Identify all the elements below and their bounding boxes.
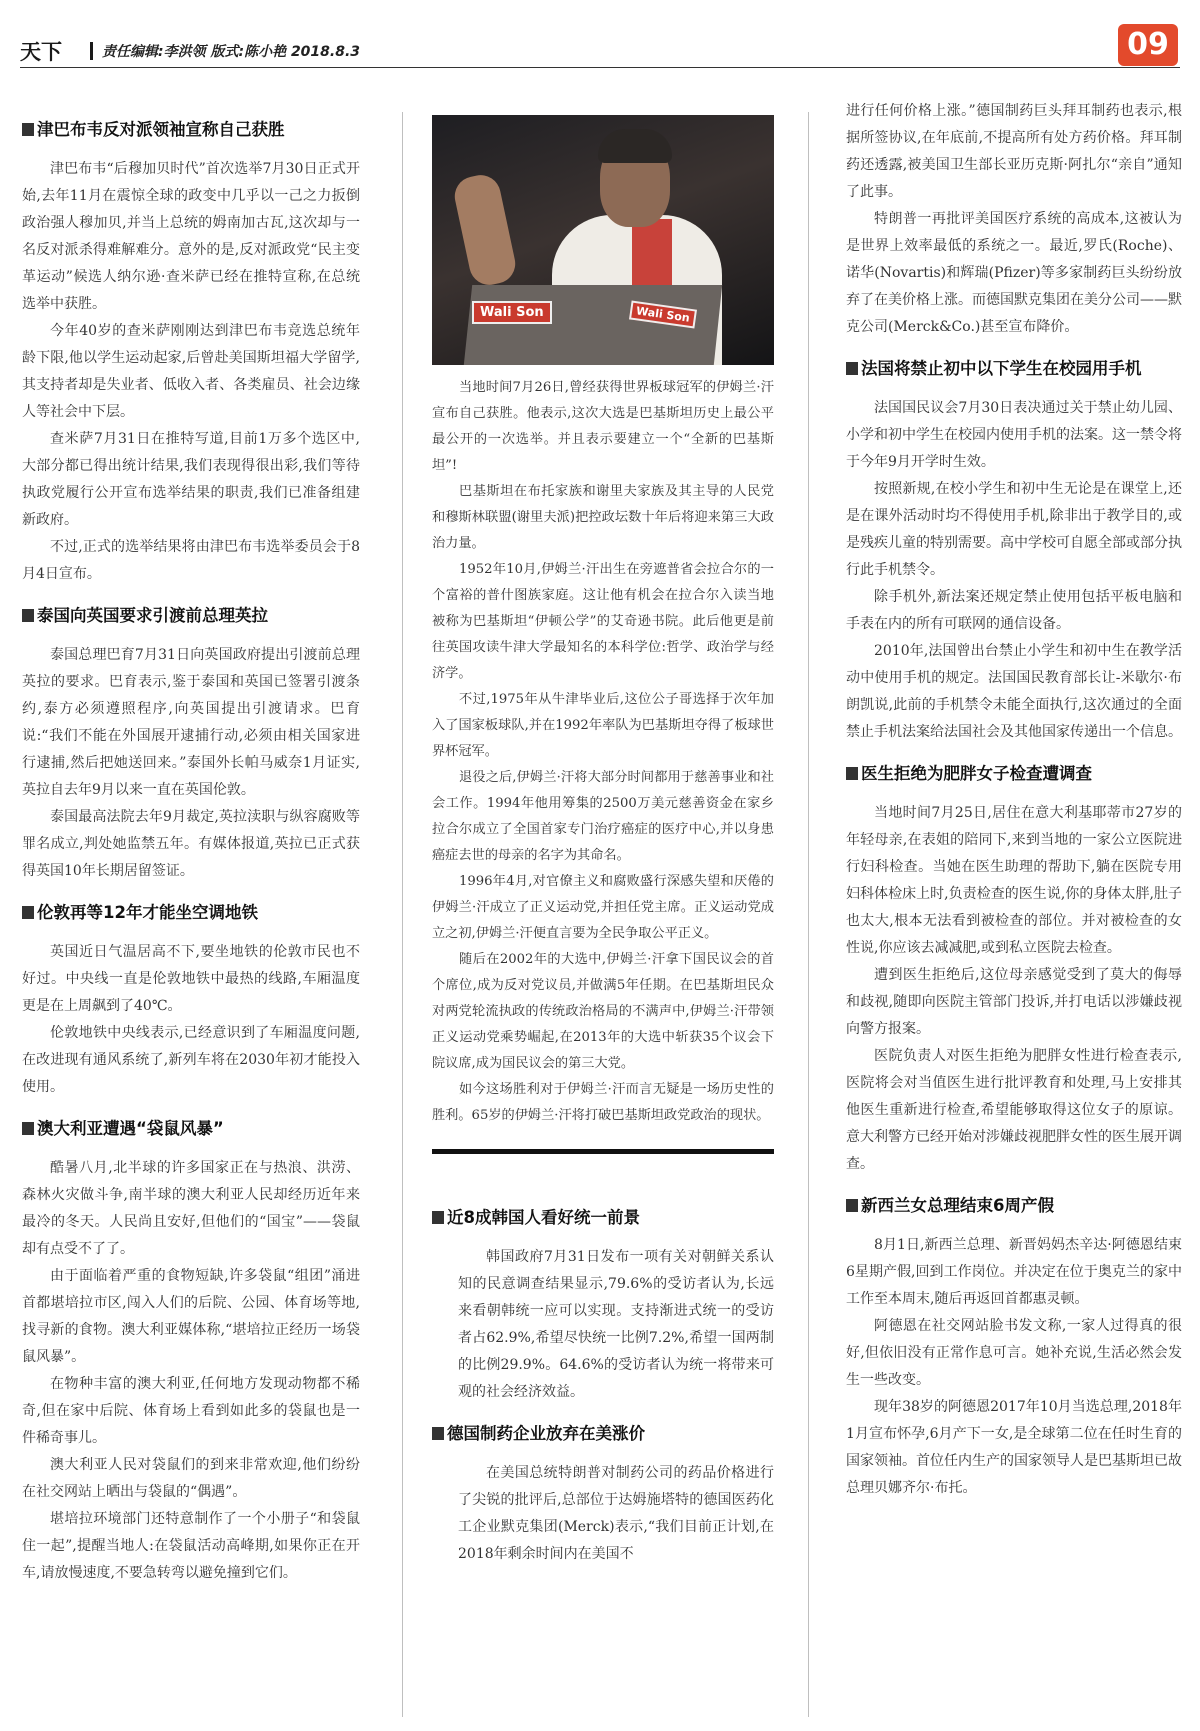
heading-square-icon xyxy=(846,767,858,780)
article-heading: 澳大利亚遭遇“袋鼠风暴” xyxy=(22,1119,360,1139)
photo-hair xyxy=(598,129,672,163)
heading-square-icon xyxy=(22,906,34,919)
news-photo xyxy=(432,115,774,365)
article-paragraph: 津巴布韦“后穆加贝时代”首次选举7月30日正式开始,去年11月在震惊全球的政变中几乎以一己之力扳倒政治强人穆加贝,并当上总统的姆南加古瓦,这次却与一名反对派杀得难解难分。意外的是,反对派政党“民主变革运动”候选人纳尔逊·查米萨已经在推特宣称,在总统选举中获胜。 xyxy=(22,161,360,312)
caption-paragraph: 巴基斯坦在布托家族和谢里夫家族及其主导的人民党和穆斯林联盟(谢里夫派)把控政坛数十年后将迎来第三大政治力量。 xyxy=(432,484,774,551)
article-paragraph: 遭到医生拒绝后,这位母亲感觉受到了莫大的侮辱和歧视,随即向医院主管部门投诉,并打电话以涉嫌歧视向警方报案。 xyxy=(846,967,1182,1037)
editor-info: 责任编辑:李洪领 版式:陈小艳 2018.8.3 xyxy=(102,44,361,60)
article-heading: 泰国向英国要求引渡前总理英拉 xyxy=(22,606,360,626)
column-divider xyxy=(808,112,809,1717)
article-heading: 新西兰女总理结束6周产假 xyxy=(846,1196,1182,1216)
photo-arm xyxy=(451,171,519,288)
section-title: 天下 xyxy=(20,40,62,64)
caption-paragraph: 退役之后,伊姆兰·汗将大部分时间都用于慈善事业和社会工作。1994年他用筹集的2500万美元慈善资金在家乡拉合尔成立了全国首家专门治疗癌症的医疗中心,并以身患癌症去世的母亲的名字为其命名。 xyxy=(432,770,774,863)
column-divider xyxy=(402,112,403,1717)
column-right xyxy=(846,98,1182,1502)
article-paragraph: 现年38岁的阿德恩2017年10月当选总理,2018年1月宣布怀孕,6月产下一女,是全球第二位在任时生育的国家领袖。首位任内生产的国家领导人是巴基斯坦已故总理贝娜齐尔·布托。 xyxy=(846,1399,1182,1496)
article-paragraph: 在物种丰富的澳大利亚,任何地方发现动物都不稀奇,但在家中后院、体育场上看到如此多的袋鼠也是一件稀奇事儿。 xyxy=(22,1376,360,1446)
article-paragraph: 当地时间7月25日,居住在意大利基耶蒂市27岁的年轻母亲,在表姐的陪同下,来到当地的一家公立医院进行妇科检查。当她在医生助理的帮助下,躺在医院专用妇科体检床上时,负责检查的医生说,你的身体太胖,肚子也太大,根本无法看到被检查的部位。并对被检查的女性说,你应该去减减肥,或到私立医院去检查。 xyxy=(846,805,1182,956)
article-paragraph: 酷暑八月,北半球的许多国家正在与热浪、洪涝、森林火灾做斗争,南半球的澳大利亚人民却经历近年来最冷的冬天。人民尚且安好,但他们的“国宝”——袋鼠却有点受不了了。 xyxy=(22,1160,360,1257)
article-paragraph: 由于面临着严重的食物短缺,许多袋鼠“组团”涌进首都堪培拉市区,闯入人们的后院、公园、体育场等地,找寻新的食物。澳大利亚媒体称,“堪培拉正经历一场袋鼠风暴”。 xyxy=(22,1268,360,1365)
article-paragraph: 韩国政府7月31日发布一项有关对朝鲜关系认知的民意调查结果显示,79.6%的受访者认为,长远来看朝韩统一应可以实现。支持渐进式统一的受访者占62.9%,希望尽快统一比例7.2%,希望一国两制的比例29.9%。64.6%的受访者认为统一将带来可观的社会经济效益。 xyxy=(458,1249,774,1400)
heading-square-icon xyxy=(22,123,34,136)
article-heading: 伦敦再等12年才能坐空调地铁 xyxy=(22,903,360,923)
caption-paragraph: 1952年10月,伊姆兰·汗出生在旁遮普省会拉合尔的一个富裕的普什图族家庭。这让他有机会在拉合尔入读当地被称为巴基斯坦“伊顿公学”的艾奇逊书院。此后他更是前往英国攻读牛津大学最知名的本科学位:哲学、政治学与经济学。 xyxy=(432,562,774,681)
caption-paragraph: 如今这场胜利对于伊姆兰·汗而言无疑是一场历史性的胜利。65岁的伊姆兰·汗将打破巴基斯坦政党政治的现状。 xyxy=(432,1082,774,1123)
heading-square-icon xyxy=(432,1211,444,1224)
article-paragraph: 阿德恩在社交网站脸书发文称,一家人过得真的很好,但依旧没有正常作息可言。她补充说,生活必然会发生一些改变。 xyxy=(846,1318,1182,1388)
article-paragraph: 泰国总理巴育7月31日向英国政府提出引渡前总理英拉的要求。巴育表示,鉴于泰国和英国已签署引渡条约,泰方必须遵照程序,向英国提出引渡请求。巴育说:“我们不能在外国展开逮捕行动,必须由相关国家进行逮捕,然后把她送回来。”泰国外长帕马威奈1月证实,英拉自去年9月以来一直在英国伦敦。 xyxy=(22,647,360,798)
article-paragraph: 2010年,法国曾出台禁止小学生和初中生在教学活动中使用手机的规定。法国国民教育部长让-米歇尔·布朗凯说,此前的手机禁令未能全面执行,这次通过的全面禁止手机法案给法国社会及其他国家传递出一个信息。 xyxy=(846,643,1182,740)
article-paragraph: 按照新规,在校小学生和初中生无论是在课堂上,还是在课外活动时均不得使用手机,除非出于教学目的,或是残疾儿童的特别需要。高中学校可自愿全部或部分执行此手机禁令。 xyxy=(846,481,1182,578)
heading-square-icon xyxy=(846,362,858,375)
article-paragraph: 医院负责人对医生拒绝为肥胖女性进行检查表示,医院将会对当值医生进行批评教育和处理,马上安排其他医生重新进行检查,希望能够取得这位女子的原谅。意大利警方已经开始对涉嫌歧视肥胖女性的医生展开调查。 xyxy=(846,1048,1182,1172)
header-divider xyxy=(90,42,93,60)
caption-paragraph: 当地时间7月26日,曾经获得世界板球冠军的伊姆兰·汗宣布自己获胜。他表示,这次大选是巴基斯坦历史上最公平最公开的一次选举。并且表示要建立一个“全新的巴基斯坦”! xyxy=(432,380,774,473)
article-paragraph: 法国国民议会7月30日表决通过关于禁止幼儿园、小学和初中学生在校园内使用手机的法案。这一禁令将于今年9月开学时生效。 xyxy=(846,400,1182,470)
article-paragraph: 特朗普一再批评美国医疗系统的高成本,这被认为是世界上效率最低的系统之一。最近,罗氏(Roche)、诺华(Novartis)和辉瑞(Pfizer)等多家制药巨头纷纷放弃了在美价格上涨。而德国默克集团在美分公司——默克公司(Merck&Co.)甚至宣布降价。 xyxy=(846,211,1182,335)
heading-square-icon xyxy=(432,1427,444,1440)
article-paragraph: 伦敦地铁中央线表示,已经意识到了车厢温度问题,在改进现有通风系统了,新列车将在2030年初才能投入使用。 xyxy=(22,1025,360,1095)
article-paragraph: 8月1日,新西兰总理、新晋妈妈杰辛达·阿德恩结束6星期产假,回到工作岗位。并决定在位于奥克兰的家中工作至本周末,随后再返回首都惠灵顿。 xyxy=(846,1237,1182,1307)
article-paragraph: 英国近日气温居高不下,要坐地铁的伦敦市民也不好过。中央线一直是伦敦地铁中最热的线路,车厢温度更是在上周飙到了40℃。 xyxy=(22,944,360,1014)
podium-sign: Wali Son xyxy=(472,301,552,324)
article-paragraph: 除手机外,新法案还规定禁止使用包括平板电脑和手表在内的所有可联网的通信设备。 xyxy=(846,589,1182,632)
column-middle xyxy=(432,115,774,1568)
caption-paragraph: 1996年4月,对官僚主义和腐败盛行深感失望和厌倦的伊姆兰·汗成立了正义运动党,并担任党主席。正义运动党成立之初,伊姆兰·汗便直言要为全民争取公平正义。 xyxy=(432,874,774,941)
section-rule xyxy=(432,1149,774,1154)
column-left xyxy=(22,120,360,1587)
caption-paragraph: 不过,1975年从牛津毕业后,这位公子哥选择于次年加入了国家板球队,并在1992年率队为巴基斯坦夺得了板球世界杯冠军。 xyxy=(432,692,774,759)
article-paragraph: 堪培拉环境部门还特意制作了一个小册子“和袋鼠住一起”,提醒当地人:在袋鼠活动高峰期,如果你正在开车,请放慢速度,不要急转弯以避免撞到它们。 xyxy=(22,1511,360,1581)
article-heading: 德国制药企业放弃在美涨价 xyxy=(432,1424,774,1444)
article-paragraph: 进行任何价格上涨。”德国制药巨头拜耳制药也表示,根据所签协议,在年底前,不提高所有处方药价格。拜耳制药还透露,被美国卫生部长亚历克斯·阿扎尔“亲自”通知了此事。 xyxy=(846,103,1182,200)
article-heading: 医生拒绝为肥胖女子检查遭调查 xyxy=(846,764,1182,784)
article-paragraph: 不过,正式的选举结果将由津巴布韦选举委员会于8月4日宣布。 xyxy=(22,539,360,582)
article-heading: 近8成韩国人看好统一前景 xyxy=(432,1208,774,1228)
header-rule xyxy=(20,67,1180,68)
heading-square-icon xyxy=(846,1199,858,1212)
page-number-badge: 09 xyxy=(1118,24,1178,66)
caption-paragraph: 随后在2002年的大选中,伊姆兰·汗拿下国民议会的首个席位,成为反对党议员,并做满5年任期。在巴基斯坦民众对两党轮流执政的传统政治格局的不满声中,伊姆兰·汗带领正义运动党乘势崛起,在2013年的大选中斩获35个议会下院议席,成为国民议会的第三大党。 xyxy=(432,952,774,1071)
article-paragraph: 今年40岁的查米萨刚刚达到津巴布韦竞选总统年龄下限,他以学生运动起家,后曾赴美国斯坦福大学留学,其支持者却是失业者、低收入者、各类雇员、社会边缘人等社会中下层。 xyxy=(22,323,360,420)
article-heading: 法国将禁止初中以下学生在校园用手机 xyxy=(846,359,1182,379)
article-paragraph: 澳大利亚人民对袋鼠们的到来非常欢迎,他们纷纷在社交网站上晒出与袋鼠的“偶遇”。 xyxy=(22,1457,360,1500)
article-heading: 津巴布韦反对派领袖宣称自己获胜 xyxy=(22,120,360,140)
article-paragraph: 泰国最高法院去年9月裁定,英拉渎职与纵容腐败等罪名成立,判处她监禁五年。有媒体报道,英拉已正式获得英国10年长期居留签证。 xyxy=(22,809,360,879)
heading-square-icon xyxy=(22,1122,34,1135)
article-paragraph: 在美国总统特朗普对制药公司的药品价格进行了尖锐的批评后,总部位于达姆施塔特的德国医药化工企业默克集团(Merck)表示,“我们目前正计划,在2018年剩余时间内在美国不 xyxy=(458,1465,774,1562)
page-header xyxy=(20,27,1180,70)
article-paragraph: 查米萨7月31日在推特写道,目前1万多个选区中,大部分都已得出统计结果,我们表现得很出彩,我们等待执政党履行公开宣布选举结果的职责,我们已准备组建新政府。 xyxy=(22,431,360,528)
heading-square-icon xyxy=(22,609,34,622)
podium-sign-side: Wali Son xyxy=(629,301,697,329)
